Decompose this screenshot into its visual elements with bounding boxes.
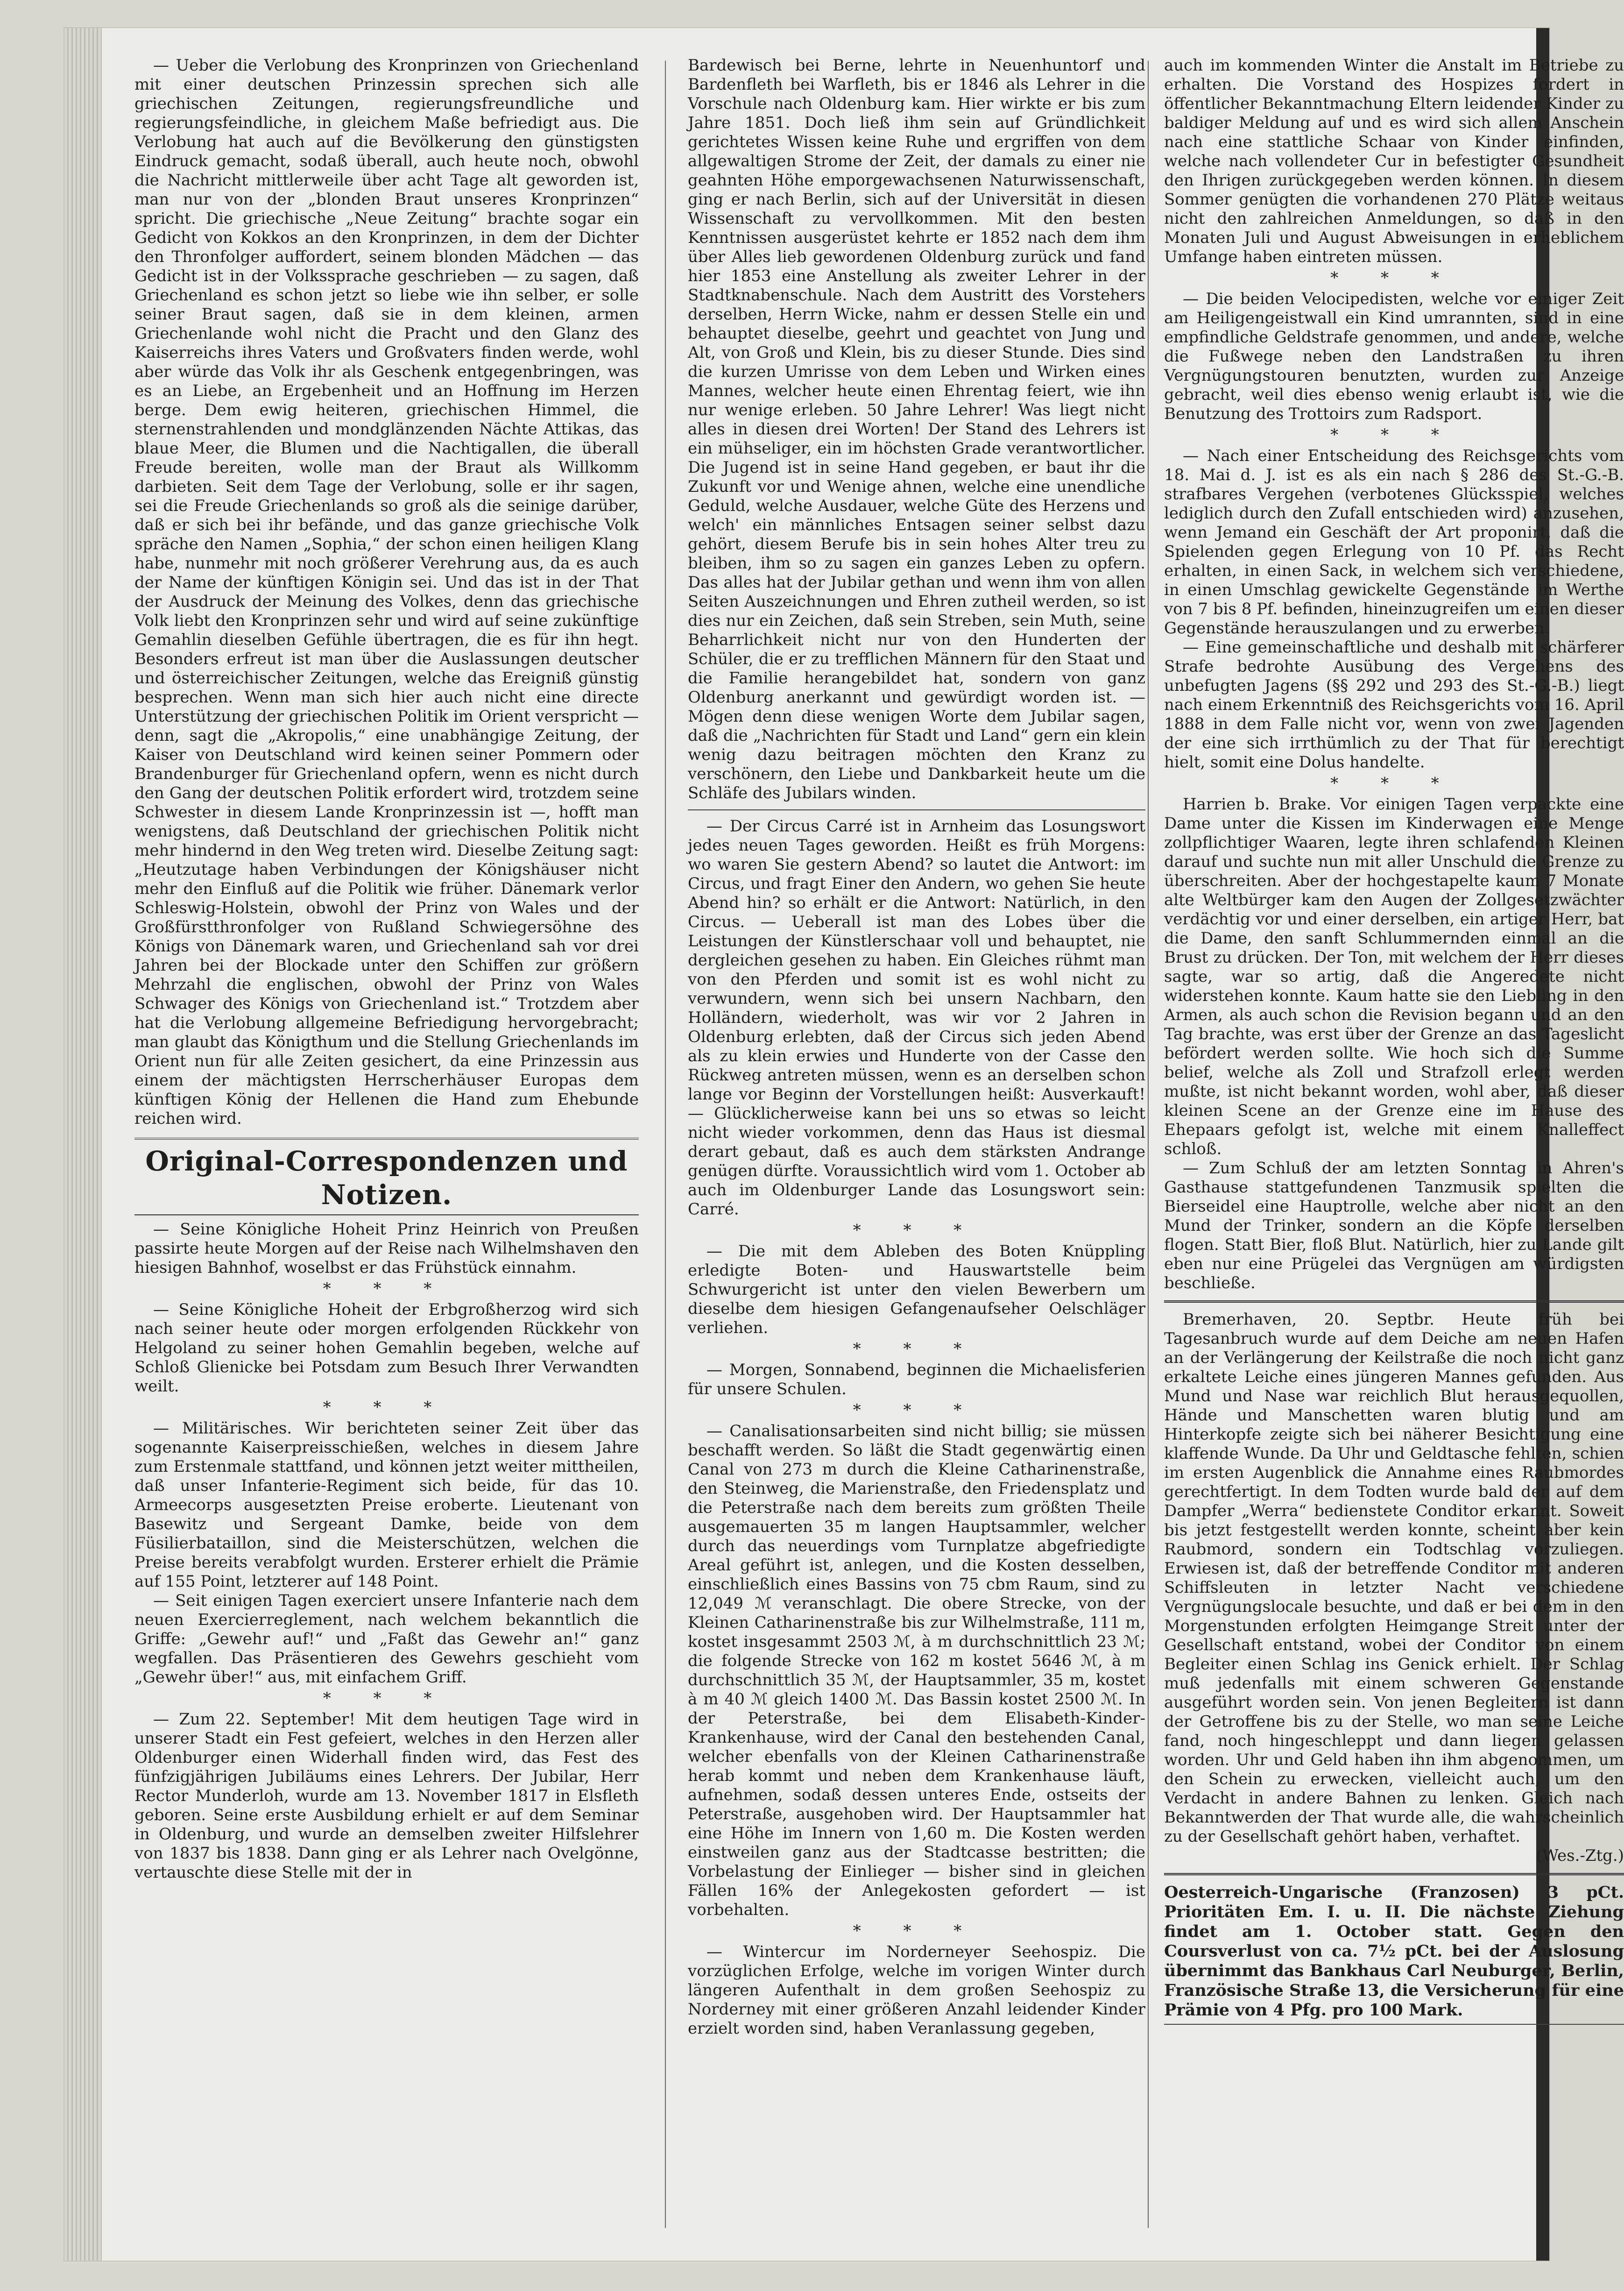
article-verlobung: — Ueber die Verlobung des Kronprinzen von Griechenland mit einer deutschen Prinzessin sprechen sich alle griechischen Zeitungen, regierungsfreundliche und regierungsfeindliche, in gleichem Maße befriedigt aus. Die Verlobung hat auch auf die Bevölkerung den günstigsten Eindruck gemacht, sodaß überall, auch heute noch, obwohl die Nachricht mittlerweile über acht Tage alt geworden ist, man nur von der „blonden Braut unseres Kronprinzen“ spricht. Die griechische „Neue Zeitung“ brachte sogar ein Gedicht von Kokkos an den Kronprinzen, in dem der Dichter den Thronfolger auffordert, seinem blonden Mädchen — das Gedicht ist in der Volkssprache geschrieben — zu sagen, daß Griechenland es schon jetzt so liebe wie ihn selber, er solle seiner Braut sagen, daß sie in dem kleinen, armen Griechenlande wohl nicht die Pracht und den Glanz des Kaiserreichs ihres Vaters und Großvaters finden werde, wohl aber würde das Volk ihr als Geschenk entgegenbringen, was es an Liebe, an Ergebenheit und an Hoffnung im Herzen berge. Dem ewig heiteren, griechischen Himmel, die sternenstrahlenden und mondglänzenden Nächte Attikas, das blaue Meer, die Blumen und die Nachtigallen, die überall Freude bereiten, wolle man der Braut als Willkomm darbieten. Seit dem Tage der Verlobung, solle er ihr sagen, sei die Freude Griechenlands so groß als die seinige darüber, daß er sich bei ihr befände, und das ganze griechische Volk spräche den Namen „Sophia,“ der schon einen heiligen Klang habe, nunmehr mit noch größerer Verehrung aus, da es auch der Name der künftigen Königin sei. Und das ist in der That der Ausdruck der Meinung des Volkes, denn das griechische Volk liebt den Kronprinzen sehr und wird auf seine zukünftige Gemahlin dieselben Gefühle übertragen, die es für ihn hegt. Besonders erfreut ist man über die Auslassungen deutscher und österreichischer Zeitungen, welche das Ereigniß günstig besprechen. Wenn man sich hier auch nicht eine directe Unterstützung der griechischen Politik im Orient verspricht — denn, sagt die „Akropolis,“ eine unabhängige Zeitung, der Kaiser von Deutschland wird keinen seiner Pommern oder Brandenburger für Griechenland opfern, wenn es nicht durch den Gang der deutschen Politik erfordert wird, trotzdem seine Schwester in diesem Lande Kronprinzessin ist —, hofft man wenigstens, daß Deutschland der griechischen Politik nicht mehr hindernd in den Weg treten wird. Dieselbe Zeitung sagt: „Heutzutage haben Verbindungen der Königshäuser nicht mehr den Einfluß auf die Politik wie früher. Dänemark verlor Schleswig-Holstein, obwohl der Prinz von Wales und der Großfürstthronfolger von Rußland Schwiegersöhne des Königs von Dänemark waren, und Griechenland sah vor drei Jahren bei der Blockade unter den Schiffen zur größern Mehrzahl die englischen, obwohl der Prinz von Wales Schwager des Königs von Griechenland ist.“ Trotzdem aber hat die Verlobung allgemeine Befriedigung hervorgebracht; man glaubt das Königthum und die Stellung Griechenlands im Orient nun für alle Zeiten gesichert, da eine Prinzessin aus einem der mächtigsten Herrscherhäuser Europas dem künftigen König der Hellenen die Hand zum Ehebunde reichen wird. <box>134 56 639 1128</box>
article-militaerisches-2: — Seit einigen Tagen exerciert unsere Infanterie nach dem neuen Exercierreglement, nach welchem bekanntlich die Griffe: „Gewehr auf!“ und „Faßt das Gewehr an!“ ganz wegfallen. Das Präsentieren des Gewehrs geschieht vom „Gewehr über!“ aus, mit einfachem Griff. <box>134 1591 639 1687</box>
article-ahrens: — Zum Schluß der am letzten Sonntag in Ahren's Gasthause stattgefundenen Tanzmusik spielten die Bierseidel eine Hauptrolle, welche aber nicht an den Mund der Trinker, sondern an die Köpfe derselben flogen. Statt Bier, floß Blut. Natürlich, hier zu Lande gilt eben nur eine Prügelei das Vergnügen am würdigsten beschließe. <box>1164 1159 1624 1292</box>
article-michaelisferien: — Morgen, Sonnabend, beginnen die Michaelisferien für unsere Schulen. <box>688 1361 1145 1398</box>
column-rule <box>1148 61 1149 2228</box>
article-wintercur-cont: auch im kommenden Winter die Anstalt im Betriebe zu erhalten. Die Vorstand des Hospizes fordert in öffentlicher Bekanntmachung Eltern leidender Kinder zu baldiger Meldung auf und es wird sich allem Anschein nach eine stattliche Schaar von Kinder einfinden, welche nach vollendeter Cur in befestigter Gesundheit den Ihrigen zurückgegeben werden können. In diesem Sommer genügten die vorhandenen 270 Plätze weitaus nicht den zahlreichen Anmeldungen, so daß in den Monaten Juli und August Abweisungen in erheblichem Umfange haben eintreten müssen. <box>1164 56 1624 266</box>
column-right <box>1164 56 1624 2233</box>
article-militaerisches: — Militärisches. Wir berichteten seiner Zeit über das sogenannte Kaiserpreisschießen, welches in diesem Jahre zum Erstenmale stattfand, und können jetzt weiter mittheilen, daß unser Infanterie-Regiment sich beide, für das 10. Armeecorps ausgesetzten Preise eroberte. Lieutenant von Basewitz und Sergeant Damke, beide von dem Füsilierbataillon, sind die Meisterschützen, welchen die Preise bereits verabfolgt wurden. Ersterer erhielt die Prämie auf 155 Point, letzterer auf 148 Point. <box>134 1419 639 1591</box>
article-harrien: Harrien b. Brake. Vor einigen Tagen verpackte eine Dame unter die Kissen im Kinderwagen eine Menge zollpflichtiger Waaren, legte ihren schlafenden Kleinen darauf und suchte nun mit aller Unschuld die Grenze zu überschreiten. Aber der hochgestapelte kaum 7 Monate alte Weltbürger kam den Augen der Zollgesetzwächter verdächtig vor und einer derselben, ein artiger Herr, bat die Dame, den sanft Schlummernden einmal an die Brust zu drücken. Der Ton, mit welchem der Herr dieses sagte, war so artig, daß die Angeredete nicht widerstehen konnte. Kaum hatte sie den Liebling in den Armen, als auch schon die Revision begann und an den Tag brachte, was erst über der Grenze an das Tageslicht befördert werden sollte. Wie hoch sich die Summe belief, welche als Zoll und Strafzoll erlegt werden mußte, ist nicht bekannt worden, wohl aber, daß dieser kleinen Scene an der Grenze eine im Hause des Ehepaars gefolgt ist, welche mit einem Knalleffect schloß. <box>1164 795 1624 1158</box>
separator-asterisks: * * * <box>853 1922 981 1940</box>
article-velocipedisten: — Die beiden Velocipedisten, welche vor einiger Zeit am Heiligengeistwall ein Kind umrannten, sind in eine empfindliche Geldstrafe genommen, und andere, welche die Fußwege neben den Landstraßen zu ihren Vergnügungstouren benutzten, wurden zur Anzeige gebracht, weil dies ebenso wenig erlaubt ist, wie die Benutzung des Trottoirs zum Radsport. <box>1164 290 1624 423</box>
divider <box>688 809 1145 810</box>
separator-asterisks: * * * <box>323 1279 451 1298</box>
article-prinz-heinrich: — Seine Königliche Hoheit Prinz Heinrich von Preußen passirte heute Morgen auf der Reise nach Wilhelmshaven den hiesigen Bahnhof, woselbst er das Frühstück einnahm. <box>134 1220 639 1277</box>
advertisement: Oesterreich-Ungarische (Franzosen) 3 pCt. Prioritäten Em. I. u. II. Die nächste Ziehung findet am 1. October statt. Gegen den Coursverlust von ca. 7½ pCt. bei der Auslosung übernimmt das Bankhaus Carl Neuburger, Berlin, Französische Straße 13, die Versicherung für eine Prämie von 4 Pfg. pro 100 Mark. <box>1164 1883 1624 2025</box>
divider <box>1164 1300 1624 1303</box>
source-credit: (Wes.-Ztg.) <box>1536 1846 1624 1865</box>
article-canalisation: — Canalisationsarbeiten sind nicht billig; sie müssen beschafft werden. So läßt die Stadt gegenwärtig einen Canal von 273 m durch die Kleine Catharinenstraße, den Steinweg, die Marienstraße, den Friedensplatz und die Peterstraße nach dem bereits zum größten Theile ausgemauerten 35 m langen Hauptsammler, welcher durch das neuerdings vom Turnplatze abgefriedigte Areal geführt ist, anlegen, und die Kosten desselben, einschließlich eines Bassins von 75 cbm Raum, sind zu 12,049 ℳ veranschlagt. Die obere Strecke, von der Kleinen Catharinenstraße bis zur Wilhelmstraße, 111 m, kostet insgesammt 2503 ℳ, à m durchschnittlich 23 ℳ; die folgende Strecke von 162 m kostet 5646 ℳ, à m durchschnittlich 35 ℳ, der Hauptsammler, 35 m, kostet à m 40 ℳ gleich 1400 ℳ. Das Bassin kostet 2500 ℳ. In der Peterstraße, bei dem Elisabeth-Kinder-Krankenhause, wird der Canal den bestehenden Canal, welcher ebenfalls von der Kleinen Catharinenstraße herab kommt und neben dem Krankenhause läuft, aufnehmen, sodaß dessen unteres Ende, ostseits der Peterstraße, ausgehoben wird. Der Hauptsammler hat eine Höhe im Innern von 1,60 m. Die Kosten werden einstweilen ganz aus der Stadtcasse bestritten; die Vorbelastung der Einlieger — bisher sind in gleichen Fällen 16% der Anlegekosten gefordert — ist vorbehalten. <box>688 1422 1145 1919</box>
separator-asterisks: * * * <box>853 1221 981 1240</box>
column-left <box>134 56 639 2233</box>
article-erbgrossherzog: — Seine Königliche Hoheit der Erbgroßherzog wird sich nach seiner heute oder morgen erfolgenden Rückkehr von Helgoland zu seiner hohen Gemahlin begeben, welche auf Schloß Glienicke bei Potsdam zum Besuch Ihrer Verwandten weilt. <box>134 1300 639 1396</box>
column-middle <box>688 56 1145 2233</box>
separator-asterisks: * * * <box>323 1398 451 1417</box>
column-rule <box>665 61 666 2228</box>
article-wintercur: — Wintercur im Norderneyer Seehospiz. Die vorzüglichen Erfolge, welche im vorigen Winter durch längeren Aufenthalt in dem großen Seehospiz zu Norderney mit einer größeren Anzahl leidender Kinder erzielt worden sind, haben Veranlassung gegeben, <box>688 1943 1145 2038</box>
separator-asterisks: * * * <box>323 1689 451 1708</box>
separator-asterisks: * * * <box>1330 774 1458 793</box>
separator-asterisks: * * * <box>853 1401 981 1419</box>
divider <box>1164 1873 1624 1875</box>
separator-asterisks: * * * <box>853 1340 981 1358</box>
article-jubilaeum-cont: Bardewisch bei Berne, lehrte in Neuenhuntorf und Bardenfleth bei Warfleth, bis er 1846 als Lehrer in die Vorschule nach Oldenburg kam. Hier wirkte er bis zum Jahre 1851. Doch ließ ihm sein auf Gründlichkeit gerichtetes Wissen keine Ruhe und ergriffen von dem allgewaltigen Strome der Zeit, der damals zu einer nie geahnten Höhe emporgewachsenen Naturwissenschaft, ging er nach Berlin, sich auf der Universität in diesen Wissenschaft zu vervollkommen. Mit den besten Kenntnissen ausgerüstet kehrte er 1852 nach dem ihm über Alles lieb gewordenen Oldenburg zurück und fand hier 1853 eine Anstellung als zweiter Lehrer in der Stadtknabenschule. Nach dem Austritt des Vorstehers derselben, Herrn Wicke, nahm er dessen Stelle ein und behauptet dieselbe, geehrt und geachtet von Jung und Alt, von Groß und Klein, bis zu dieser Stunde. Dies sind die kurzen Umrisse von dem Leben und Wirken eines Mannes, welcher heute einen Ehrentag feiert, wie ihn nur wenige erleben. 50 Jahre Lehrer! Was liegt nicht alles in diesen drei Worten! Der Stand des Lehrers ist ein mühseliger, ein im höchsten Grade verantwortlicher. Die Jugend ist in seine Hand gegeben, er baut ihr die Zukunft vor und Wenige ahnen, welche eine unendliche Geduld, welche Ausdauer, welche Güte des Herzens und welch' ein männliches Entsagen seiner selbst dazu gehört, diesem Berufe bis in sein hohes Alter treu zu bleiben, ihm so zu sagen ein ganzes Leben zu opfern. Das alles hat der Jubilar gethan und wenn ihm von allen Seiten Auszeichnungen und Ehren zutheil werden, so ist dies nur ein Zeichen, daß sein Streben, sein Muth, seine Beharrlichkeit nicht nur von den Hunderten der Schüler, die er zu trefflichen Männern für den Staat und die Familie herangebildet hat, sondern von ganz Oldenburg anerkannt und gewürdigt worden ist. — Mögen denn diese wenigen Worte dem Jubilar sagen, daß die „Nachrichten für Stadt und Land“ gern ein klein wenig dazu beitragen möchten den Kranz zu verschönern, den Liebe und Dankbarkeit heute um die Schläfe des Jubilars winden. <box>688 56 1145 802</box>
article-jubilaeum: — Zum 22. September! Mit dem heutigen Tage wird in unserer Stadt ein Fest gefeiert, welches in den Herzen aller Oldenburger einen Widerhall finden wird, das Fest des fünfzigjährigen Jubiläums eines Lehrers. Der Jubilar, Herr Rector Munderloh, wurde am 13. November 1817 in Elsfleth geboren. Seine erste Ausbildung erhielt er auf dem Seminar in Oldenburg, und wurde an demselben zweiter Hilfslehrer von 1837 bis 1838. Dann ging er als Lehrer nach Ovelgönne, vertauschte diese Stelle mit der in <box>134 1710 639 1882</box>
section-title: Original-Correspondenzen und Notizen. <box>134 1138 639 1215</box>
separator-asterisks: * * * <box>1330 269 1458 287</box>
newspaper-page <box>64 28 1624 2261</box>
article-circus-carre: — Der Circus Carré ist in Arnheim das Losungswort jedes neuen Tages geworden. Heißt es früh Morgens: wo waren Sie gestern Abend? so lautet die Antwort: im Circus, und fragt Einer den Andern, wo gehen Sie heute Abend hin? so erhält er die Antwort: Natürlich, in den Circus. — Ueberall ist man des Lobes über die Leistungen der Künstlerschaar voll und behauptet, nie dergleichen gesehen zu haben. Ein Gleiches rühmt man von den Pferden und somit ist es wohl nicht zu verwundern, wenn sich bei unsern Nachbarn, den Holländern, wiederholt, was wir vor 2 Jahren in Oldenburg erlebten, daß der Circus sich jeden Abend als zu klein erwies und Hunderte von der Casse den Rückweg antreten müssen, wenn es an derselben schon lange vor Beginn der Vorstellungen heißt: Ausverkauft! — Glücklicherweise kann bei uns so etwas so leicht nicht wieder vorkommen, denn das Haus ist diesmal derart gebaut, daß es auch dem stärksten Andrange genügen dürfte. Voraussichtlich wird vom 1. October ab auch im Oldenburger Lande das Losungswort sein: Carré. <box>688 817 1145 1219</box>
separator-asterisks: * * * <box>1330 426 1458 444</box>
book-binding <box>64 28 102 2261</box>
article-bremerhaven: Bremerhaven, 20. Septbr. Heute früh bei Tagesanbruch wurde auf dem Deiche am neuen Hafen an der Verlängerung der Keilstraße die noch nicht ganz erkaltete Leiche eines jüngeren Mannes gefunden. Aus Mund und Nase war reichlich Blut herausgequollen, Hände und Manschetten waren blutig und am Hinterkopfe zeigte sich bei näherer Besichtigung eine klaffende Wunde. Da Uhr und Geldtasche fehlten, schien im ersten Augenblick die Annahme eines Raubmordes gerechtfertigt. In dem Todten wurde bald der auf dem Dampfer „Werra“ bedienstete Conditor erkannt. Soweit bis jetzt festgestellt werden konnte, scheint aber kein Raubmord, sondern ein Todtschlag vorzuliegen. Erwiesen ist, daß der betreffende Conditor mit anderen Schiffsleuten in letzter Nacht verschiedene Vergnügungslocale besuchte, und daß er bei dem in den Morgenstunden erfolgten Heimgange Streit unter der Gesellschaft entstand, wobei der Conditor von einem Begleiter einen Schlag ins Genick erhielt. Der Schlag muß jedenfalls mit einem schweren Gegenstande ausgeführt worden sein. Von jenen Begleitern ist dann der Getroffene bis zu der Stelle, wo man seine Leiche fand, noch hingeschleppt und dann liegen gelassen worden. Uhr und Geld haben ihn ihm abgenommen, um den Schein zu erwecken, vielleicht auch, um den Verdacht in andere Bahnen zu lenken. Gleich nach Bekanntwerden der That wurde alle, die wahrscheinlich zu der Gesellschaft gehört haben, verhaftet. <box>1164 1310 1624 1846</box>
article-reichsgericht: — Nach einer Entscheidung des Reichsgerichts vom 18. Mai d. J. ist es als ein nach § 286 des St.-G.-B. strafbares Vergehen (verbotenes Glücksspiel, welches lediglich durch den Zufall entschieden wird) anzusehen, wenn Jemand ein Geschäft der Art proponirt, daß die Spielenden gegen Erlegung von 10 Pf. das Recht erhalten, in einen Sack, in welchem sich verschiedene, in einen Umschlag gewickelte Gegenstände im Werthe von 7 bis 8 Pf. befinden, hineinzugreifen um einen dieser Gegenstände herauszulangen und zu erwerben. <box>1164 447 1624 638</box>
article-reichsgericht-2: — Eine gemeinschaftliche und deshalb mit schärferer Strafe bedrohte Ausübung des Vergehens des unbefugten Jagens (§§ 292 und 293 des St.-G.-B.) liegt nach einem Erkenntniß des Reichsgerichts vom 16. April 1888 in dem Falle nicht vor, wenn von zwei Jagenden der eine sich irrthümlich zu der That für berechtigt hielt, somit eine Dolus handelte. <box>1164 638 1624 772</box>
article-knuepling: — Die mit dem Ableben des Boten Knüppling erledigte Boten- und Hauswartstelle beim Schwurgericht ist unter den vielen Bewerbern um dieselbe dem hiesigen Gefangenaufseher Oelschläger verliehen. <box>688 1242 1145 1337</box>
